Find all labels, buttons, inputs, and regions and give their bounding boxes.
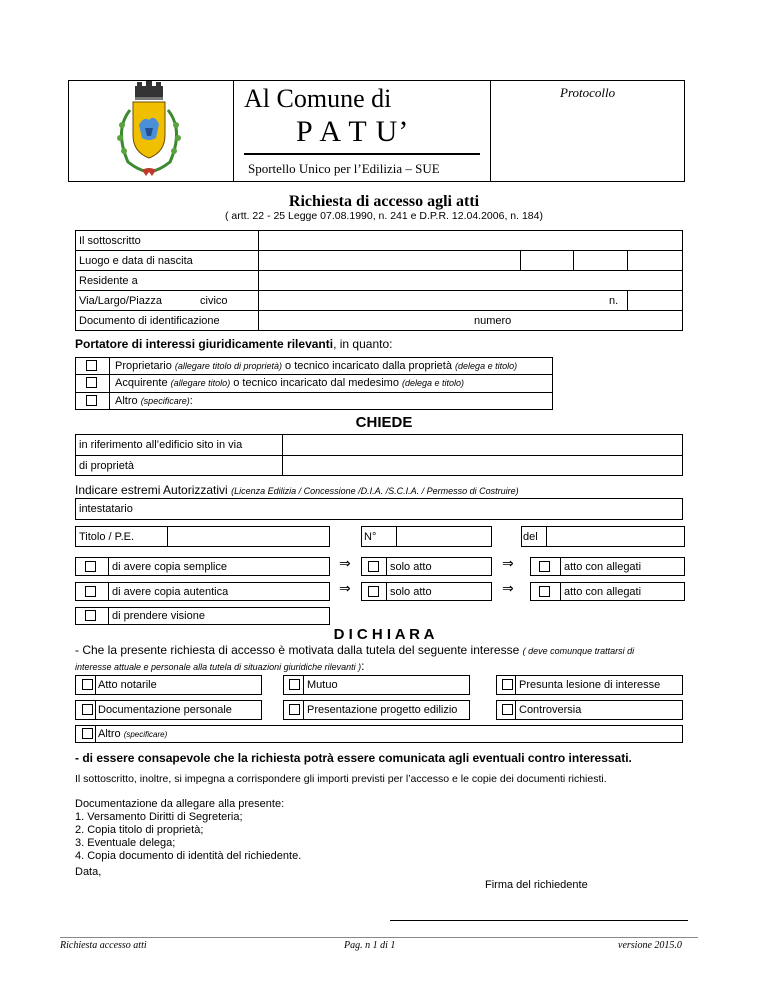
option-altro-label: Altro	[115, 395, 138, 407]
estremi-label: Indicare estremi Autorizzativi	[75, 483, 228, 497]
checkbox-atto-allegati-semplice[interactable]	[539, 561, 550, 572]
label-n: n.	[609, 295, 619, 307]
label-controversia: Controversia	[519, 704, 582, 716]
checkbox-atto-allegati-autentica[interactable]	[539, 586, 550, 597]
option-proprietario-tecnico: o tecnico incaricato dalla proprietà	[285, 360, 452, 372]
col-divider	[515, 675, 516, 695]
footer-right: versione 2015.0	[618, 940, 682, 951]
impegno-text: Il sottoscritto, inoltre, si impegna a corrispondere gli importi previsti per l’accesso e le copie dei documenti richiesti.	[75, 773, 607, 785]
allegati-item: 2. Copia titolo di proprietà;	[75, 824, 204, 836]
input-civico[interactable]	[628, 291, 682, 310]
footer-center: Pag. n 1 di 1	[344, 940, 396, 951]
allegati-item: 4. Copia documento di identità del richiedente.	[75, 850, 302, 862]
option-altro-note: (specificare)	[140, 396, 190, 406]
interest-heading-rest: , in quanto:	[333, 337, 393, 351]
dichiara-motivo-text: - Che la presente richiesta di accesso è motivata dalla tutela del seguente interesse	[75, 643, 520, 657]
consapevole-text: - di essere consapevole che la richiesta potrà essere comunicata agli eventuali contro interessati.	[75, 751, 632, 765]
label-altro-dichiara	[98, 728, 167, 740]
label-presunta: Presunta lesione di interesse	[519, 679, 661, 691]
col-divider	[95, 700, 96, 720]
label-civico: civico	[200, 295, 228, 307]
col-divider	[515, 700, 516, 720]
arrow-icon: ⇒	[502, 581, 514, 597]
option-acquirente-delega: (delega e titolo)	[402, 378, 465, 388]
col-divider	[303, 700, 304, 720]
input-documento[interactable]	[259, 311, 469, 330]
input-data[interactable]	[105, 862, 255, 878]
input-intestatario[interactable]	[140, 499, 682, 519]
checkbox-presunta[interactable]	[502, 679, 513, 690]
checkbox-solo-atto-autentica[interactable]	[368, 586, 379, 597]
altro-dichiara-text: Altro	[98, 728, 121, 740]
option-proprietario	[115, 360, 517, 372]
label-titolo: Titolo / P.E.	[79, 531, 135, 543]
arrow-icon: ⇒	[339, 556, 351, 572]
label-visione: di prendere visione	[112, 610, 205, 622]
label-atto-allegati: atto con allegati	[564, 561, 642, 573]
checkbox-controversia[interactable]	[502, 704, 513, 715]
checkbox-atto-notarile[interactable]	[82, 679, 93, 690]
label-sottoscritto: Il sottoscritto	[79, 235, 141, 247]
checkbox-altro-interesse[interactable]	[86, 395, 97, 406]
coat-of-arms-logo	[104, 80, 194, 180]
estremi-note: (Licenza Edilizia / Concessione /D.I.A. /S.C.I.A. / Permesso di Costruire)	[231, 486, 519, 496]
checkbox-acquirente[interactable]	[86, 377, 97, 388]
label-riferimento: in riferimento all’edificio sito in via	[79, 439, 243, 451]
input-mese[interactable]	[574, 251, 626, 270]
option-acquirente-note: (allegare titolo)	[170, 378, 231, 388]
col-divider	[303, 675, 304, 695]
label-atto-notarile: Atto notarile	[98, 679, 157, 691]
input-del[interactable]	[547, 527, 684, 546]
label-residente: Residente a	[79, 275, 138, 287]
estremi-heading	[75, 483, 519, 497]
input-proprieta[interactable]	[283, 456, 682, 475]
col-divider	[95, 675, 96, 695]
dichiara-motivo-note2: interesse attuale e personale alla tutela di situazioni giuridiche rilevanti )	[75, 662, 362, 672]
option-acquirente	[115, 377, 464, 389]
checkbox-visione[interactable]	[85, 610, 96, 621]
label-presentazione: Presentazione progetto edilizio	[307, 704, 458, 716]
dichiara-motivo	[75, 643, 634, 657]
footer-divider	[60, 937, 698, 938]
input-numero-pe[interactable]	[397, 527, 491, 546]
dichiara-motivo-colon: :	[361, 659, 365, 673]
col-divider	[109, 357, 110, 410]
label-mutuo: Mutuo	[307, 679, 338, 691]
option-acquirente-label: Acquirente	[115, 377, 168, 389]
checkbox-proprietario[interactable]	[86, 360, 97, 371]
col-divider	[560, 582, 561, 601]
interest-heading	[75, 337, 392, 351]
col-divider	[108, 607, 109, 625]
allegati-item: 1. Versamento Diritti di Segreteria;	[75, 811, 243, 823]
col-divider	[560, 557, 561, 576]
protocol-label: Protocollo	[560, 85, 616, 100]
data-label: Data,	[75, 866, 102, 878]
firma-label: Firma del richiedente	[485, 879, 588, 891]
checkbox-copia-autentica[interactable]	[85, 586, 96, 597]
col-divider	[108, 582, 109, 601]
option-proprietario-label: Proprietario	[115, 360, 172, 372]
row-divider	[75, 374, 553, 375]
allegati-item: 3. Eventuale delega;	[75, 837, 176, 849]
input-via-edificio[interactable]	[283, 435, 682, 455]
checkbox-mutuo[interactable]	[289, 679, 300, 690]
header-divider-left	[233, 80, 234, 182]
input-residente[interactable]	[259, 271, 682, 290]
option-altro	[115, 395, 193, 407]
label-solo-atto: solo atto	[390, 586, 432, 598]
input-anno[interactable]	[628, 251, 682, 270]
label-via: Via/Largo/Piazza	[79, 295, 162, 307]
input-titolo[interactable]	[168, 527, 329, 546]
signature-line[interactable]	[390, 920, 688, 921]
allegati-heading: Documentazione da allegare alla presente:	[75, 798, 285, 810]
option-acquirente-tecnico: o tecnico incaricato dal medesimo	[233, 377, 399, 389]
label-luogo-data: Luogo e data di nascita	[79, 255, 193, 267]
label-del: del	[523, 531, 538, 543]
header-subtitle: Sportello Unico per l’Edilizia – SUE	[248, 161, 440, 176]
arrow-icon: ⇒	[339, 581, 351, 597]
col-divider	[95, 725, 96, 743]
checkbox-presentazione[interactable]	[289, 704, 300, 715]
option-proprietario-note: (allegare titolo di proprietà)	[174, 361, 282, 371]
header-city-underline	[244, 153, 480, 155]
label-solo-atto: solo atto	[390, 561, 432, 573]
label-copia-semplice: di avere copia semplice	[112, 561, 227, 573]
label-documento: Documento di identificazione	[79, 315, 220, 327]
footer-left: Richiesta accesso atti	[60, 940, 147, 951]
header-divider-right	[490, 80, 491, 182]
dichiara-motivo-cont	[75, 659, 365, 673]
dichiara-motivo-note: ( deve comunque trattarsi di	[522, 646, 635, 656]
label-atto-allegati: atto con allegati	[564, 586, 642, 598]
altro-dichiara-note: (specificare)	[123, 730, 168, 739]
input-via[interactable]	[259, 291, 599, 310]
label-numero-pe: N°	[364, 531, 377, 543]
input-sottoscritto[interactable]	[259, 231, 682, 250]
label-intestatario: intestatario	[79, 503, 133, 515]
col-divider	[386, 582, 387, 601]
input-luogo[interactable]	[259, 251, 519, 270]
input-giorno[interactable]	[521, 251, 572, 270]
label-proprieta: di proprietà	[79, 460, 135, 472]
chiede-heading: CHIEDE	[355, 414, 413, 431]
input-altro-dichiara[interactable]	[190, 726, 682, 742]
input-numero-documento[interactable]	[515, 311, 682, 330]
label-documentazione: Documentazione personale	[98, 704, 232, 716]
row-divider	[75, 392, 553, 393]
form-title: Richiesta di accesso agli atti	[288, 193, 480, 210]
checkbox-documentazione[interactable]	[82, 704, 93, 715]
label-numero: numero	[474, 315, 512, 327]
col-divider	[108, 557, 109, 576]
interest-heading-bold: Portatore di interessi giuridicamente rilevanti	[75, 337, 334, 351]
option-altro-colon: :	[189, 395, 193, 407]
header-title: Al Comune di	[244, 84, 392, 113]
label-copia-autentica: di avere copia autentica	[112, 586, 229, 598]
col-divider	[386, 557, 387, 576]
checkbox-altro-dichiara[interactable]	[82, 728, 93, 739]
form-subtitle: ( artt. 22 - 25 Legge 07.08.1990, n. 241 e D.P.R. 12.04.2006, n. 184)	[225, 210, 543, 222]
arrow-icon: ⇒	[502, 556, 514, 572]
checkbox-solo-atto-semplice[interactable]	[368, 561, 379, 572]
dichiara-heading: D I C H I A R A	[333, 626, 435, 643]
checkbox-copia-semplice[interactable]	[85, 561, 96, 572]
option-proprietario-delega: (delega e titolo)	[455, 361, 518, 371]
header-city: P A T U’	[296, 115, 410, 148]
